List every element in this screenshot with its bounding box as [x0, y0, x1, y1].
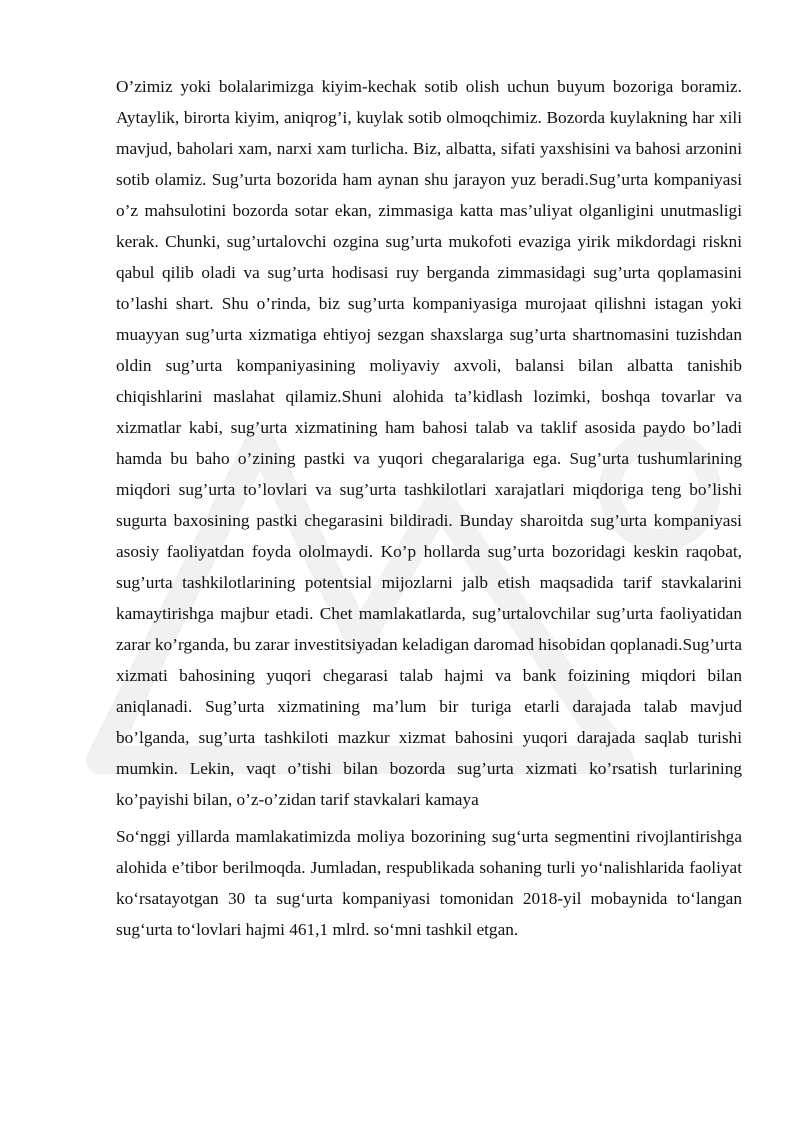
- paragraph-1: O’zimiz yoki bolalarimizga kiyim-kechak sotib olish uchun buyum bozoriga boramiz. Aytaylik, birorta kiyim, aniqrog’i, kuylak sotib olmoqchimiz. Bozorda kuylakning har xili mavjud, baholari xam, narxi xam turlicha. Biz, albatta, sifati yaxshisini va bahosi arzonini sotib olamiz. Sug’urta bozorida ham aynan shu jarayon yuz beradi.Sug’urta kompaniyasi o’z mahsulotini bozorda sotar ekan, zimmasiga katta mas’uliyat olganligini unutmasligi kerak. Chunki, sug’urtalovchi ozgina sug’urta mukofoti evaziga yirik mikdordagi riskni qabul qilib oladi va sug’urta hodisasi ruy berganda zimmasidagi sug’urta qoplamasini to’lashi shart. Shu o’rinda, biz sug’urta kompaniyasiga murojaat qilishni istagan yoki muayyan sug’urta xizmatiga ehtiyoj sezgan shaxslarga sug’urta shartnomasini tuzishdan oldin sug’urta kompaniyasining moliyaviy axvoli, balansi bilan albatta tanishib chiqishlarini maslahat qilamiz.Shuni alohida ta’kidlash lozimki, boshqa tovarlar va xizmatlar kabi, sug’urta xizmatining ham bahosi talab va taklif asosida paydo bo’ladi hamda bu baho o’zining pastki va yuqori chegaralariga ega. Sug’urta tushumlarining miqdori sug’urta to’lovlari va sug’urta tashkilotlari xarajatlari miqdoriga teng bo’lishi sugurta baxosining pastki chegarasini bildiradi. Bunday sharoitda sug’urta kompaniyasi asosiy faoliyatdan foyda ololmaydi. Ko’p hollarda sug’urta bozoridagi keskin raqobat, sug’urta tashkilotlarining potentsial mijozlarni jalb etish maqsadida tarif stavkalarini kamaytirishga majbur etadi. Chet mamlakatlarda, sug’urtalovchilar sug’urta faoliyatidan zarar ko’rganda, bu zarar investitsiyadan keladigan daromad hisobidan qoplanadi.Sug’urta xizmati bahosining yuqori chegarasi talab hajmi va bank foizining miqdori bilan aniqlanadi. Sug’urta xizmatining ma’lum bir turiga etarli darajada talab mavjud bo’lganda, sug’urta tashkiloti mazkur xizmat bahosini yuqori darajada saqlab turishi mumkin. Lekin, vaqt o’tishi bilan bozorda sug’urta xizmati ko’rsatish turlarining ko’payishi bilan, o’z-o’zidan tarif stavkalari kamaya: [116, 77, 742, 809]
- document-body: [116, 71, 742, 951]
- paragraph-2: So‘nggi yillarda mamlakatimizda moliya bozorining sug‘urta segmentini rivojlantirishga alohida e’tibor berilmoqda. Jumladan, respublikada sohaning turli yo‘nalishlarida faoliyat ko‘rsatayotgan 30 ta sug‘urta kompaniyasi tomonidan 2018-yil mobaynida to‘langan sug‘urta to‘lovlari hajmi 461,1 mlrd. so‘mni tashkil etgan.: [116, 827, 742, 939]
